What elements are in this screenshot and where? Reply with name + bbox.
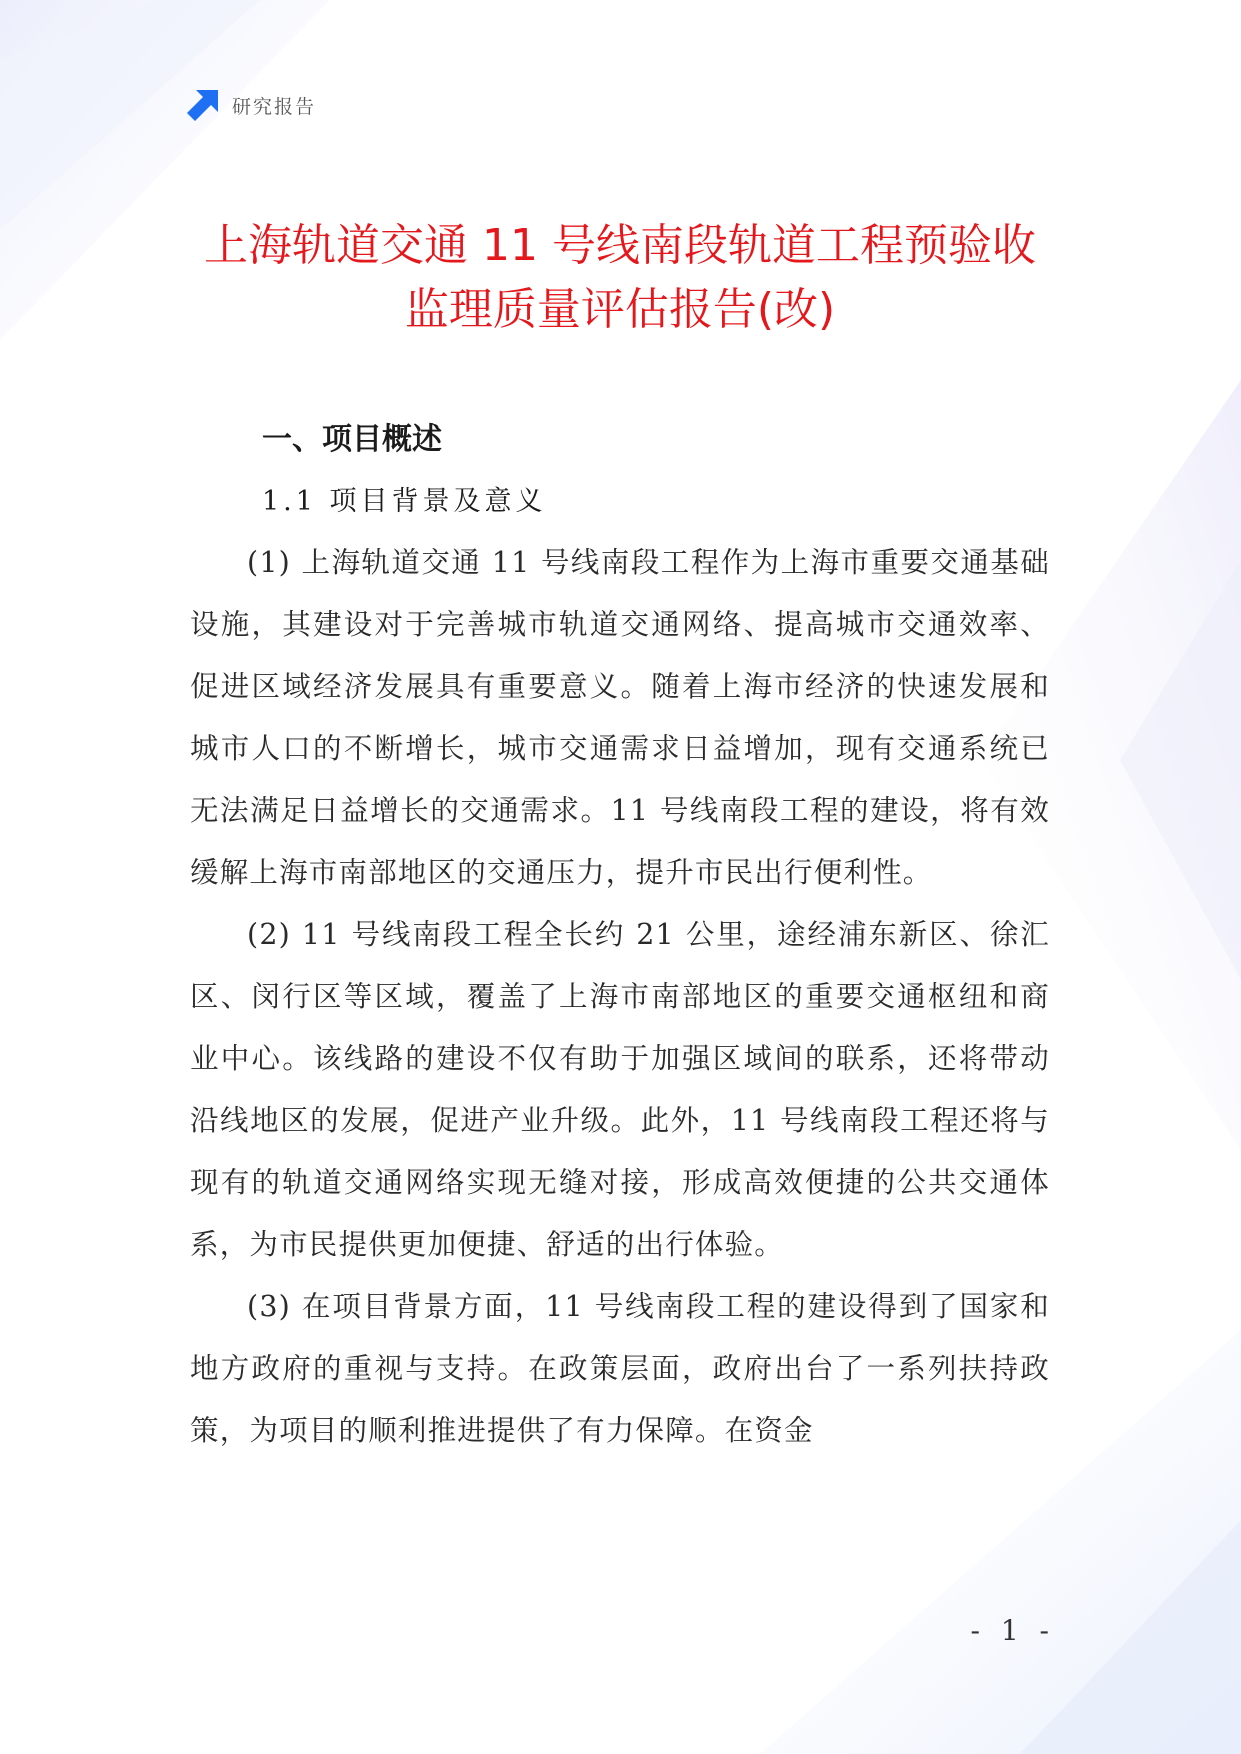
title-line-1: 上海轨道交通 11 号线南段轨道工程预验收 bbox=[204, 220, 1036, 271]
paragraph: (2) 11 号线南段工程全长约 21 公里，途经浦东新区、徐汇区、闵行区等区域，覆盖了上海市南部地区的重要交通枢纽和商业中心。该线路的建设不仅有助于加强区域间的联系，还将带动沿线地区的发展，促进产业升级。此外，11 号线南段工程还将与现有的轨道交通网络实现无缝对接，形成高效便捷的公共交通体系，为市民提供更加便捷、舒适的出行体验。 bbox=[190, 918, 1050, 1261]
brand-label: 研究报告 bbox=[232, 95, 317, 118]
body-text bbox=[190, 532, 1050, 1462]
arrow-up-right-icon bbox=[186, 88, 220, 122]
page-header bbox=[186, 88, 316, 122]
paragraph: (3) 在项目背景方面，11 号线南段工程的建设得到了国家和地方政府的重视与支持。在政策层面，政府出台了一系列扶持政策，为项目的顺利推进提供了有力保障。在资金 bbox=[190, 1290, 1050, 1447]
page-number: - 1 - bbox=[970, 1614, 1055, 1647]
title-line-2: 监理质量评估报告(改) bbox=[404, 284, 836, 335]
section-heading: 一、项目概述 bbox=[262, 422, 442, 457]
subsection-heading: 1.1 项目背景及意义 bbox=[262, 486, 547, 517]
document-title bbox=[120, 214, 1120, 342]
paragraph: (1) 上海轨道交通 11 号线南段工程作为上海市重要交通基础设施，其建设对于完善城市轨道交通网络、提高城市交通效率、促进区域经济发展具有重要意义。随着上海市经济的快速发展和城市人口的不断增长，城市交通需求日益增加，现有交通系统已无法满足日益增长的交通需求。11 号线南段工程的建设，将有效缓解上海市南部地区的交通压力，提升市民出行便利性。 bbox=[190, 546, 1050, 889]
